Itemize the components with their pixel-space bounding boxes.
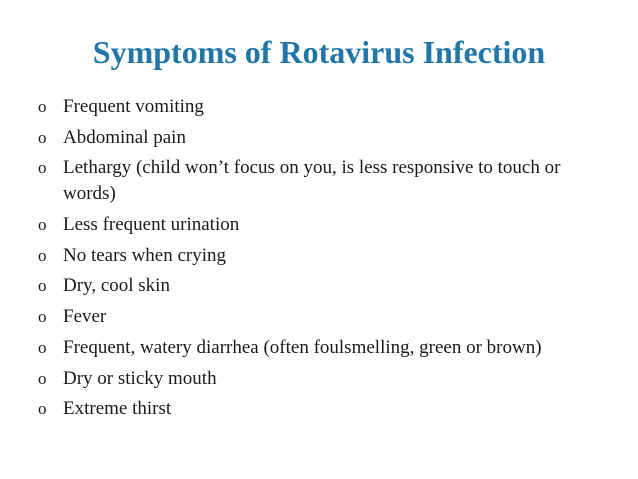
- bullet-marker: o: [38, 368, 47, 388]
- list-item: [38, 335, 613, 361]
- list-item: [38, 212, 613, 238]
- list-item-text: Frequent, watery diarrhea (often foulsmelling, green or brown): [63, 336, 542, 358]
- list-item: [38, 273, 613, 299]
- bullet-marker: o: [38, 307, 47, 327]
- symptom-list: [38, 94, 613, 427]
- list-item: [38, 366, 613, 392]
- list-item-text: Dry or sticky mouth: [63, 367, 217, 389]
- bullet-marker: o: [38, 245, 47, 265]
- bullet-marker: o: [38, 127, 47, 147]
- bullet-marker: o: [38, 97, 47, 116]
- bullet-marker: o: [38, 158, 47, 178]
- list-item: [38, 243, 613, 269]
- list-item-text: Fever: [63, 306, 107, 328]
- list-item: [38, 304, 613, 330]
- list-item: [38, 125, 613, 151]
- list-item-text: Frequent vomiting: [63, 96, 204, 117]
- bullet-marker: o: [38, 399, 47, 419]
- slide-title: Symptoms of Rotavirus Infection: [92, 34, 546, 70]
- list-item-text: Extreme thirst: [63, 398, 172, 420]
- list-item-text: Lethargy (child won’t focus on you, is less responsive to touch or words): [63, 157, 561, 205]
- bullet-marker: o: [38, 337, 47, 357]
- list-item-text: Less frequent urination: [63, 214, 240, 236]
- list-item: [38, 94, 613, 120]
- list-item: [38, 155, 613, 207]
- list-item: [38, 396, 613, 422]
- bullet-marker: o: [38, 215, 47, 235]
- bullet-marker: o: [38, 276, 47, 296]
- list-item-text: No tears when crying: [63, 244, 227, 266]
- list-item-text: Abdominal pain: [63, 126, 186, 148]
- list-item-text: Dry, cool skin: [63, 275, 170, 297]
